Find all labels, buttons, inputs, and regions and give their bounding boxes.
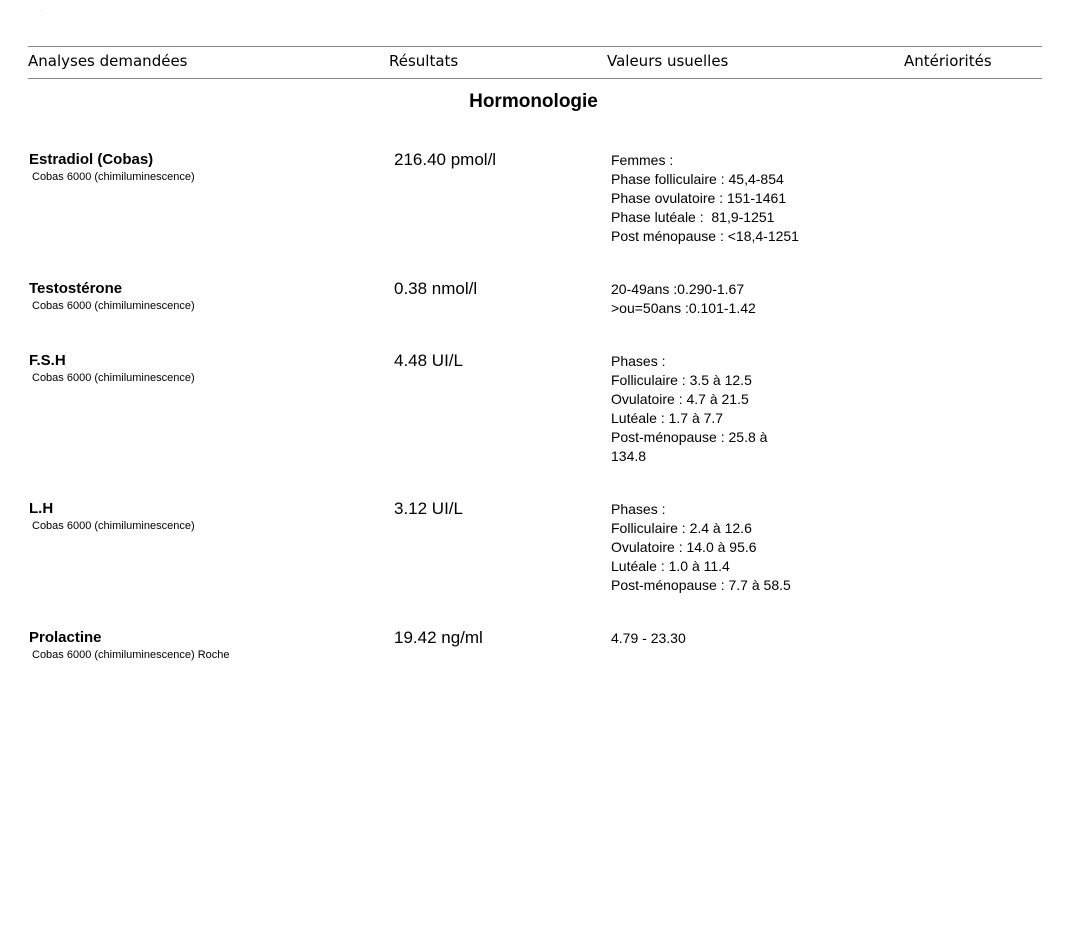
analysis-result: 19.42 ng/ml [394, 628, 483, 647]
reference-values [611, 352, 851, 466]
reference-line: Phase ovulatoire : 151-1461 [611, 190, 787, 206]
analysis-name: Estradiol (Cobas) [29, 151, 154, 168]
reference-line: Phases : [611, 501, 666, 517]
analysis-name: Testostérone [29, 280, 123, 297]
analysis-method: Cobas 6000 (chimiluminescence) [32, 520, 195, 532]
reference-line: Ovulatoire : 14.0 à 95.6 [611, 539, 757, 555]
reference-line: Phase lutéale : 81,9-1251 [611, 209, 775, 225]
analysis-method: Cobas 6000 (chimiluminescence) Roche [32, 649, 230, 661]
analysis-method: Cobas 6000 (chimiluminescence) [32, 300, 195, 312]
reference-values [611, 500, 851, 595]
reference-line: 4.79 - 23.30 [611, 630, 686, 646]
analysis-result: 0.38 nmol/l [394, 279, 478, 298]
header-valeurs-usuelles: Valeurs usuelles [607, 52, 729, 70]
header-resultats: Résultats [389, 52, 459, 70]
analysis-name: L.H [29, 500, 54, 517]
analysis-method: Cobas 6000 (chimiluminescence) [32, 372, 195, 384]
analysis-name: F.S.H [29, 352, 66, 369]
reference-line: 20-49ans :0.290-1.67 [611, 281, 745, 297]
reference-line: Femmes : [611, 152, 674, 168]
analysis-result: 216.40 pmol/l [394, 150, 497, 169]
reference-line: Folliculaire : 2.4 à 12.6 [611, 520, 752, 536]
page-mark: · [41, 8, 43, 14]
reference-line: Post ménopause : <18,4-1251 [611, 228, 799, 244]
reference-line: Lutéale : 1.0 à 11.4 [611, 558, 730, 574]
analysis-result: 3.12 UI/L [394, 499, 463, 518]
reference-values [611, 629, 851, 648]
header-anteriorites: Antériorités [904, 52, 992, 70]
reference-line: Ovulatoire : 4.7 à 21.5 [611, 391, 749, 407]
reference-values [611, 280, 851, 318]
header-analyses: Analyses demandées [28, 52, 188, 70]
reference-line: 134.8 [611, 448, 647, 464]
reference-line: >ou=50ans :0.101-1.42 [611, 300, 756, 316]
reference-line: Folliculaire : 3.5 à 12.5 [611, 372, 752, 388]
analysis-result: 4.48 UI/L [394, 351, 463, 370]
table-header [28, 46, 1042, 79]
reference-line: Lutéale : 1.7 à 7.7 [611, 410, 724, 426]
analysis-name: Prolactine [29, 629, 102, 646]
section-title: Hormonologie [469, 91, 598, 112]
analysis-method: Cobas 6000 (chimiluminescence) [32, 171, 195, 183]
reference-line: Post-ménopause : 7.7 à 58.5 [611, 577, 791, 593]
reference-line: Phases : [611, 353, 666, 369]
reference-line: Post-ménopause : 25.8 à [611, 429, 768, 445]
reference-line: Phase folliculaire : 45,4-854 [611, 171, 784, 187]
reference-values [611, 151, 851, 246]
